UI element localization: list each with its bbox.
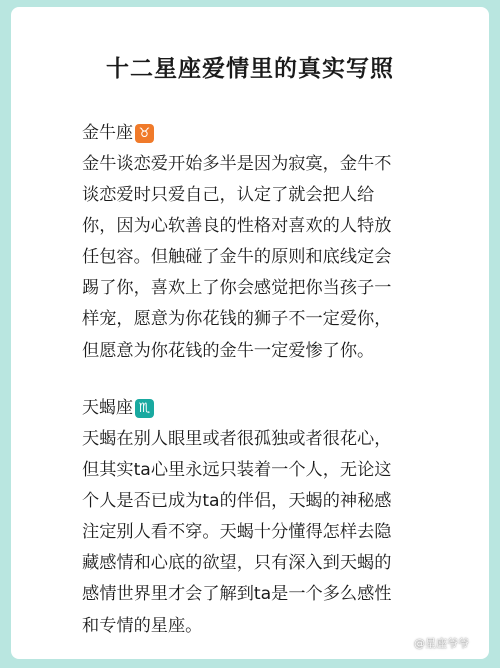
section-heading-label: 天蝎座 [82,398,133,418]
section-taurus [82,120,432,367]
content-card [11,7,489,659]
paragraph-line: 但其实ta心里永远只装着一个人，无论这 [82,460,392,481]
xiaohongshu-logo-icon [397,637,411,649]
section-body [82,149,432,367]
paragraph-line: 你，因为心软善良的性格对喜欢的人特放 [82,216,392,237]
paragraph-line: 踢了你，喜欢上了你会感觉把你当孩子一 [82,278,392,299]
paragraph-line: 样宠，愿意为你花钱的狮子不一定爱你， [82,309,392,330]
section-body [82,424,432,642]
paragraph-line: 藏感情和心底的欲望，只有深入到天蝎的 [82,553,392,574]
paragraph-line: 感情世界里才会了解到ta是一个多么感性 [82,584,392,605]
paragraph-line: 任包容。但触碰了金牛的原则和底线定会 [82,247,392,268]
paragraph-line: 金牛谈恋爱开始多半是因为寂寞，金牛不 [82,154,392,174]
page-title: 十二星座爱情里的真实写照 [106,56,394,82]
scorpio-icon: ♏ [135,399,154,418]
paragraph-line: 注定别人看不穿。天蝎十分懂得怎样去隐 [82,522,392,543]
paragraph-line: 个人是否已成为ta的伴侣，天蝎的神秘感 [82,491,392,512]
section-heading [82,395,432,421]
watermark [397,635,469,651]
taurus-icon: ♉ [135,124,154,143]
paragraph-line: 和专情的星座。 [82,615,203,636]
paragraph-line: 但愿意为你花钱的金牛一定爱惨了你。 [82,340,375,361]
section-heading [82,120,432,146]
section-heading-label: 金牛座 [82,123,133,143]
paragraph-line: 谈恋爱时只爱自己，认定了就会把人给 [82,185,375,206]
paragraph-line: 天蝎在别人眼里或者很孤独或者很花心， [82,429,392,449]
watermark-text: @星座爷爷 [414,637,469,650]
section-scorpio [82,395,432,642]
